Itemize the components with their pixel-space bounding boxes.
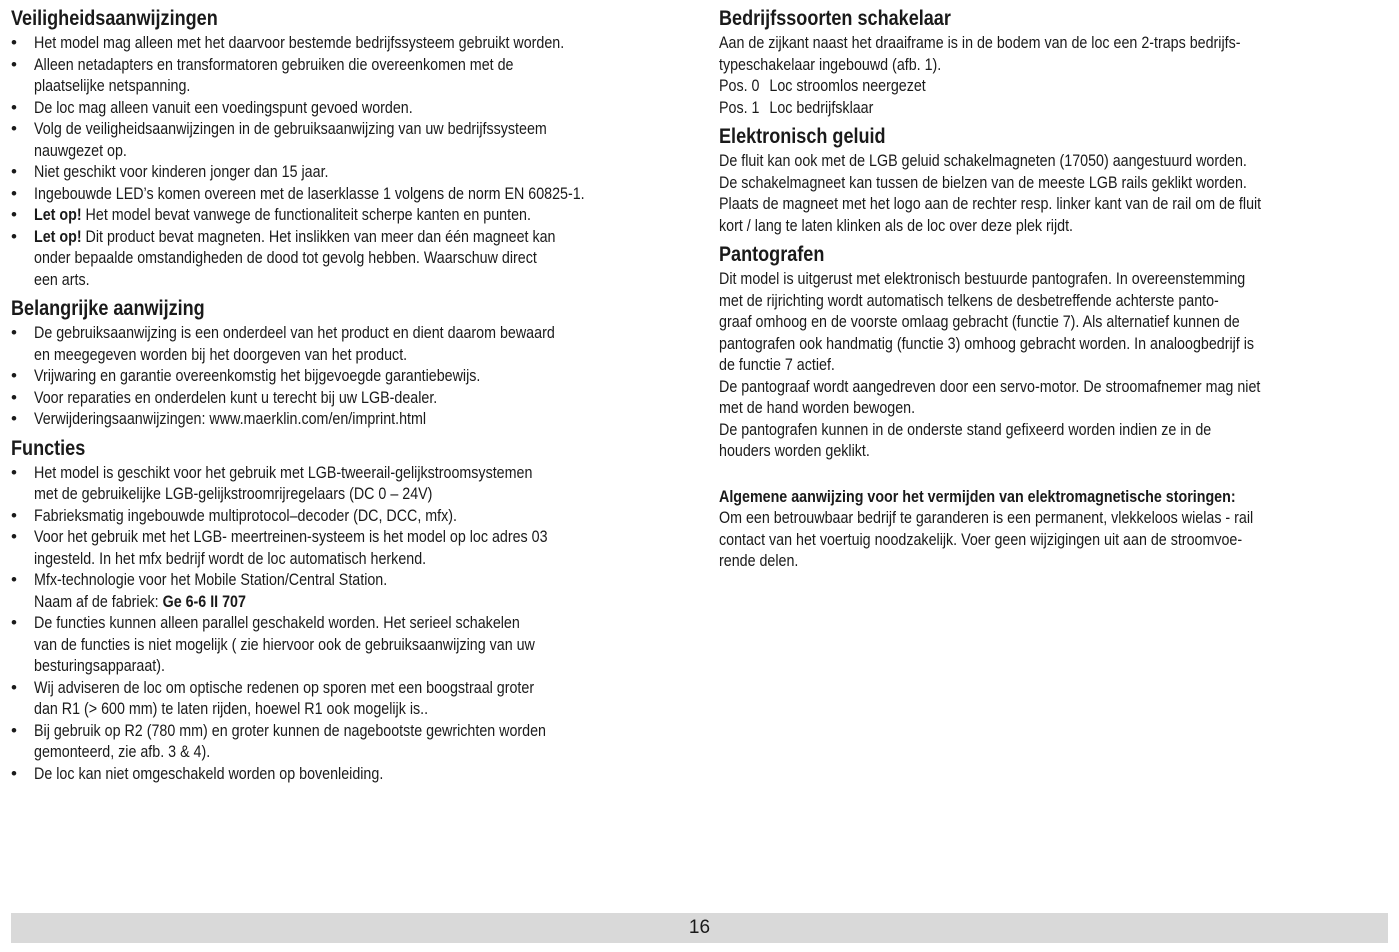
bullet-line [34, 655, 586, 677]
important-title: Belangrijke aanwijzing [11, 297, 205, 320]
sound-text [719, 150, 1391, 236]
bullet-item [11, 54, 691, 97]
bullet-text: Mfx-technologie voor het Mobile Station/Central Station. [34, 570, 388, 589]
text-line: met de hand worden bewogen. [719, 398, 916, 417]
bullet-line [34, 548, 586, 570]
bullet-text: Voor reparaties en onderdelen kunt u terecht bij uw LGB-dealer. [34, 387, 438, 407]
emc-title: Algemene aanwijzing voor het vermijden van elektromagnetische storingen: [719, 486, 1236, 506]
text-line: pantografen ook handmatig (functie 3) omhoog gebracht worden. In analoogbedrijf is [719, 333, 1255, 353]
safety-section [11, 6, 691, 290]
bullet-line [34, 140, 586, 162]
bullet-text: Niet geschikt voor kinderen jonger dan 15 jaar. [34, 162, 329, 181]
bullet-line [34, 75, 586, 97]
bullet-item [11, 462, 691, 505]
position-value: Loc bedrijfsklaar [769, 97, 874, 117]
switch-section [719, 6, 1391, 118]
text-line: houders worden geklikt. [719, 441, 870, 460]
bullet-text: plaatselijke netspanning. [34, 76, 191, 95]
text-line: Om een betrouwbaar bedrijf te garanderen is een permanent, vlekkeloos wielas - rail [719, 508, 1254, 527]
bullet-line [34, 677, 586, 699]
text-line: De schakelmagneet kan tussen de bielzen van de meeste LGB rails geklikt worden. [719, 172, 1247, 192]
bullet-text: Naam af de fabriek: [34, 591, 163, 611]
bullet-line [34, 634, 586, 656]
bullet-line [34, 569, 586, 591]
bullet-text: Volg de veiligheidsaanwijzingen in de gebruiksaanwijzing van uw bedrijfssysteem [34, 119, 547, 138]
text-line: rende delen. [719, 551, 799, 570]
right-column [719, 6, 1391, 578]
bullet-text: Ingebouwde LED’s komen overeen met de laserklasse 1 volgens de norm EN 60825-1. [34, 183, 585, 203]
bullet-line [34, 269, 586, 291]
bullet-text: met de gebruikelijke LGB-gelijkstroomrijregelaars (DC 0 – 24V) [34, 484, 433, 503]
bullet-item [11, 183, 691, 205]
bullet-item [11, 612, 691, 677]
bullet-text: nauwgezet op. [34, 140, 127, 160]
text-line: De pantograaf wordt aangedreven door een servo-motor. De stroomafnemer mag niet [719, 376, 1261, 396]
bullet-item [11, 118, 691, 161]
text-line: De fluit kan ook met de LGB geluid schakelmagneten (17050) aangestuurd worden. [719, 151, 1247, 170]
position-key: Pos. 1 [719, 97, 760, 117]
position-row [719, 97, 1283, 119]
important-list [11, 322, 691, 430]
position-key: Pos. 0 [719, 76, 760, 95]
bullet-text: Alleen netadapters en transformatoren gebruiken die overeenkomen met de [34, 54, 514, 74]
bullet-line [34, 344, 586, 366]
bullet-item [11, 387, 691, 409]
bullet-text: gemonteerd, zie afb. 3 & 4). [34, 742, 211, 761]
factory-name: Ge 6-6 II 707 [162, 591, 246, 611]
page-number: 16 [688, 917, 711, 938]
bullet-line [34, 322, 586, 344]
bullet-line [34, 365, 586, 387]
bullet-text: van de functies is niet mogelijk ( zie hiervoor ook de gebruiksaanwijzing van uw [34, 634, 535, 654]
important-section [11, 296, 691, 430]
bullet-item [11, 526, 691, 569]
bullet-line [34, 204, 586, 226]
pantographs-paragraph [719, 376, 1391, 419]
bullet-text: Wij adviseren de loc om optische redenen op sporen met een boogstraal groter [34, 677, 535, 697]
switch-title: Bedrijfssoorten schakelaar [719, 7, 951, 30]
bullet-line [34, 118, 586, 140]
bullet-line [34, 483, 586, 505]
bullet-item [11, 226, 691, 291]
switch-text [719, 32, 1391, 75]
bullet-text: Het model mag alleen met het daarvoor bestemde bedrijfssysteem gebruikt worden. [34, 33, 565, 52]
bullet-line [34, 387, 586, 409]
emc-section [719, 486, 1391, 572]
emc-text [719, 507, 1391, 572]
bullet-item [11, 161, 691, 183]
bullet-line [34, 526, 586, 548]
bullet-line [34, 247, 586, 269]
text-line: graaf omhoog en de voorste omlaag gebracht (functie 7). Als alternatief kunnen de [719, 312, 1240, 331]
text-line: contact van het voertuig noodzakelijk. Voer geen wijzigingen uit aan de stroomvoe- [719, 529, 1243, 549]
text-line: Dit model is uitgerust met elektronisch bestuurde pantografen. In overeenstemming [719, 269, 1246, 288]
functions-list [11, 462, 691, 785]
bullet-text: Het model bevat vanwege de functionaliteit scherpe kanten en punten. [81, 205, 531, 224]
sound-title: Elektronisch geluid [719, 125, 886, 148]
bullet-line [34, 612, 586, 634]
bullet-line [34, 698, 586, 720]
bullet-line [34, 763, 586, 785]
bullet-line [34, 32, 586, 54]
bullet-item [11, 204, 691, 226]
bullet-item [11, 365, 691, 387]
bullet-text: onder bepaalde omstandigheden de dood tot gevolg hebben. Waarschuw direct [34, 248, 537, 267]
functions-section [11, 436, 691, 785]
pantographs-paragraph [719, 268, 1391, 376]
safety-title: Veiligheidsaanwijzingen [11, 7, 218, 30]
left-column [11, 6, 691, 790]
warning-label: Let op! [34, 205, 82, 224]
functions-title: Functies [11, 436, 86, 460]
bullet-item [11, 677, 691, 720]
bullet-line [34, 462, 586, 484]
bullet-line [34, 720, 586, 742]
bullet-text: De loc kan niet omgeschakeld worden op bovenleiding. [34, 763, 384, 783]
text-line: typeschakelaar ingebouwd (afb. 1). [719, 54, 942, 74]
text-line: met de rijrichting wordt automatisch telkens de desbetreffende achterste panto- [719, 290, 1219, 310]
bullet-text: De functies kunnen alleen parallel geschakeld worden. Het serieel schakelen [34, 613, 520, 632]
bullet-line [34, 54, 586, 76]
text-line: Plaats de magneet met het logo aan de rechter resp. linker kant van de rail om de fluit [719, 194, 1262, 213]
pantographs-title: Pantografen [719, 243, 825, 266]
bullet-line [34, 741, 586, 763]
bullet-item [11, 720, 691, 763]
bullet-line [34, 97, 586, 119]
bullet-line [34, 183, 586, 205]
bullet-text: Dit product bevat magneten. Het inslikken van meer dan één magneet kan [81, 226, 556, 246]
pantographs-section [719, 242, 1391, 462]
bullet-line [34, 505, 586, 527]
position-row [719, 75, 1283, 97]
bullet-text: Bij gebruik op R2 (780 mm) en groter kunnen de nagebootste gewrichten worden [34, 720, 547, 740]
bullet-item [11, 32, 691, 54]
bullet-line [34, 591, 586, 613]
bullet-text: Vrijwaring en garantie overeenkomstig het bijgevoegde garantiebewijs. [34, 366, 481, 385]
bullet-item [11, 505, 691, 527]
bullet-text: De gebruiksaanwijzing is een onderdeel van het product en dient daarom bewaard [34, 323, 555, 342]
text-line: de functie 7 actief. [719, 355, 835, 374]
page-footer [11, 913, 1388, 943]
bullet-text: Verwijderingsaanwijzingen: www.maerklin.com/en/imprint.html [34, 409, 427, 428]
text-line: De pantografen kunnen in de onderste stand gefixeerd worden indien ze in de [719, 419, 1212, 439]
bullet-text: Voor het gebruik met het LGB- meertreinen-systeem is het model op loc adres 03 [34, 527, 548, 546]
bullet-item [11, 569, 691, 612]
pantographs-paragraph [719, 419, 1391, 462]
text-line: kort / lang te laten klinken als de loc over deze plek rijdt. [719, 215, 1074, 235]
switch-positions [719, 75, 1391, 118]
bullet-item [11, 408, 691, 430]
safety-list [11, 32, 691, 290]
bullet-item [11, 322, 691, 365]
bullet-item [11, 763, 691, 785]
bullet-text: en meegegeven worden bij het doorgeven van het product. [34, 344, 408, 364]
sound-section [719, 124, 1391, 236]
warning-label: Let op! [34, 226, 82, 246]
bullet-line [34, 161, 586, 183]
position-value: Loc stroomlos neergezet [769, 76, 926, 95]
bullet-text: Het model is geschikt voor het gebruik met LGB-tweerail-gelijkstroomsystemen [34, 462, 533, 482]
bullet-text: ingesteld. In het mfx bedrijf wordt de loc automatisch herkend. [34, 548, 427, 568]
bullet-item [11, 97, 691, 119]
bullet-line [34, 226, 586, 248]
bullet-text: dan R1 (> 600 mm) te laten rijden, hoewel R1 ook mogelijk is.. [34, 699, 429, 718]
bullet-text: De loc mag alleen vanuit een voedingspunt gevoed worden. [34, 97, 413, 117]
bullet-text: Fabrieksmatig ingebouwde multiprotocol–decoder (DC, DCC, mfx). [34, 505, 458, 525]
bullet-text: een arts. [34, 269, 90, 289]
bullet-line [34, 408, 586, 430]
bullet-text: besturingsapparaat). [34, 656, 165, 675]
text-line: Aan de zijkant naast het draaiframe is in de bodem van de loc een 2-traps bedrijfs- [719, 33, 1241, 52]
